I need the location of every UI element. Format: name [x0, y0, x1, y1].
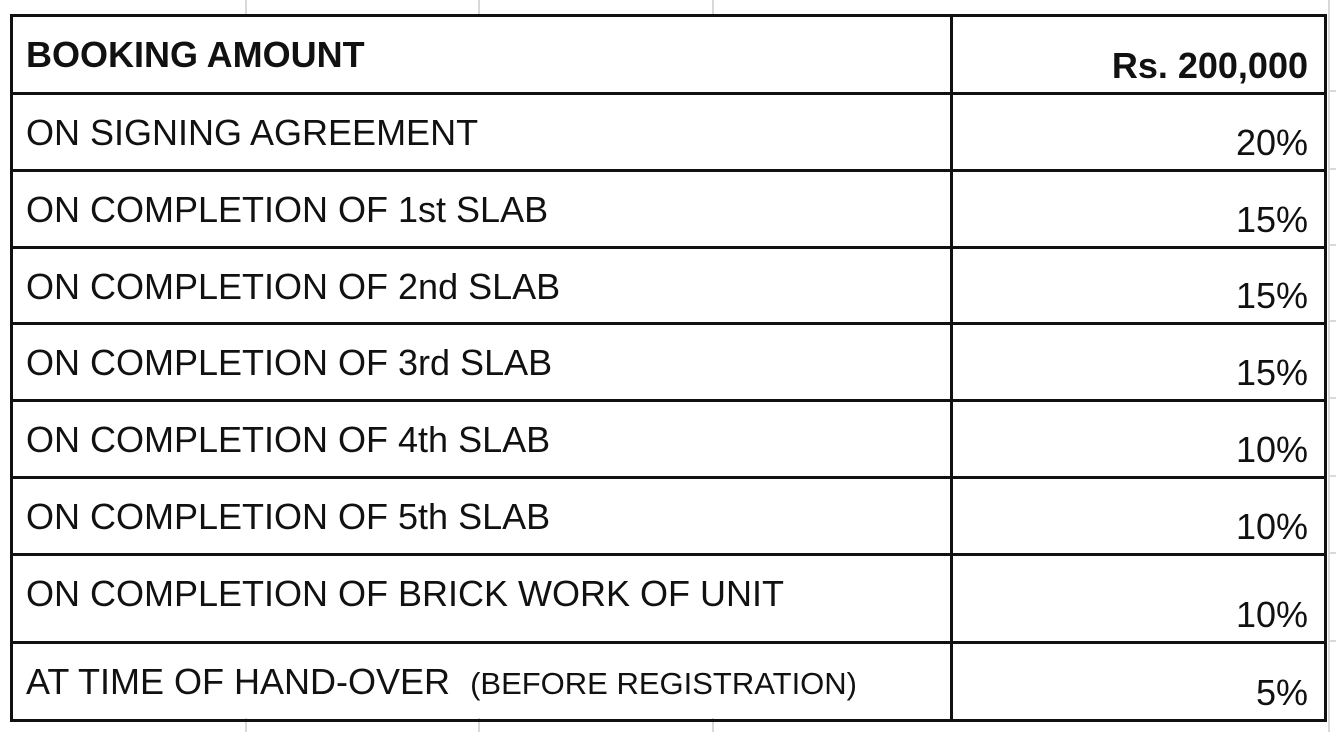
gridline — [1328, 552, 1336, 554]
gridline — [1328, 397, 1336, 399]
table-row — [12, 16, 1326, 94]
table-row — [12, 555, 1326, 643]
table-cell-value[interactable] — [952, 171, 1326, 248]
gridline — [1328, 320, 1336, 322]
table-cell-label[interactable] — [12, 401, 952, 478]
row-label: ON SIGNING AGREEMENT — [26, 112, 479, 153]
table-row — [12, 94, 1326, 171]
row-label: ON COMPLETION OF 1st SLAB — [26, 189, 549, 230]
row-value: 10% — [1235, 429, 1308, 470]
gridline — [1328, 640, 1336, 642]
row-label: ON COMPLETION OF 4th SLAB — [26, 419, 551, 460]
table-row — [12, 248, 1326, 324]
row-value: 15% — [1235, 275, 1308, 316]
row-value: 15% — [1235, 199, 1308, 240]
row-label: ON COMPLETION OF 2nd SLAB — [26, 266, 561, 307]
gridline — [1328, 0, 1330, 732]
table-cell-value[interactable] — [952, 324, 1326, 401]
gridline — [1328, 90, 1336, 92]
table-cell-label[interactable] — [12, 16, 952, 94]
table-row — [12, 324, 1326, 401]
row-label: ON COMPLETION OF 5th SLAB — [26, 496, 551, 537]
table-cell-label[interactable] — [12, 171, 952, 248]
table-cell-value[interactable] — [952, 401, 1326, 478]
row-label: ON COMPLETION OF BRICK WORK OF UNIT — [26, 573, 785, 614]
table-row — [12, 643, 1326, 721]
table-cell-value[interactable] — [952, 643, 1326, 721]
row-note: (BEFORE REGISTRATION) — [470, 666, 858, 701]
table-row — [12, 478, 1326, 555]
table-cell-label[interactable] — [12, 478, 952, 555]
row-label: AT TIME OF HAND-OVER — [26, 661, 451, 702]
gridline — [1328, 244, 1336, 246]
table-cell-label[interactable] — [12, 555, 952, 643]
row-value: Rs. 200,000 — [1111, 45, 1308, 86]
payment-schedule-table — [10, 14, 1327, 722]
table-row — [12, 171, 1326, 248]
gridline — [1328, 475, 1336, 477]
row-value: 20% — [1235, 122, 1308, 163]
row-value: 15% — [1235, 352, 1308, 393]
table-cell-label[interactable] — [12, 94, 952, 171]
table-cell-value[interactable] — [952, 478, 1326, 555]
gridline — [1328, 168, 1336, 170]
table-cell-value[interactable] — [952, 555, 1326, 643]
row-value: 10% — [1235, 506, 1308, 547]
table-cell-value[interactable] — [952, 16, 1326, 94]
row-label: BOOKING AMOUNT — [26, 34, 365, 75]
table-cell-value[interactable] — [952, 94, 1326, 171]
row-value: 10% — [1235, 594, 1308, 635]
row-label: ON COMPLETION OF 3rd SLAB — [26, 342, 553, 383]
table-cell-value[interactable] — [952, 248, 1326, 324]
table-cell-label[interactable] — [12, 324, 952, 401]
row-value: 5% — [1255, 672, 1308, 713]
table-cell-label[interactable] — [12, 248, 952, 324]
table-cell-label[interactable] — [12, 643, 952, 721]
table-row — [12, 401, 1326, 478]
